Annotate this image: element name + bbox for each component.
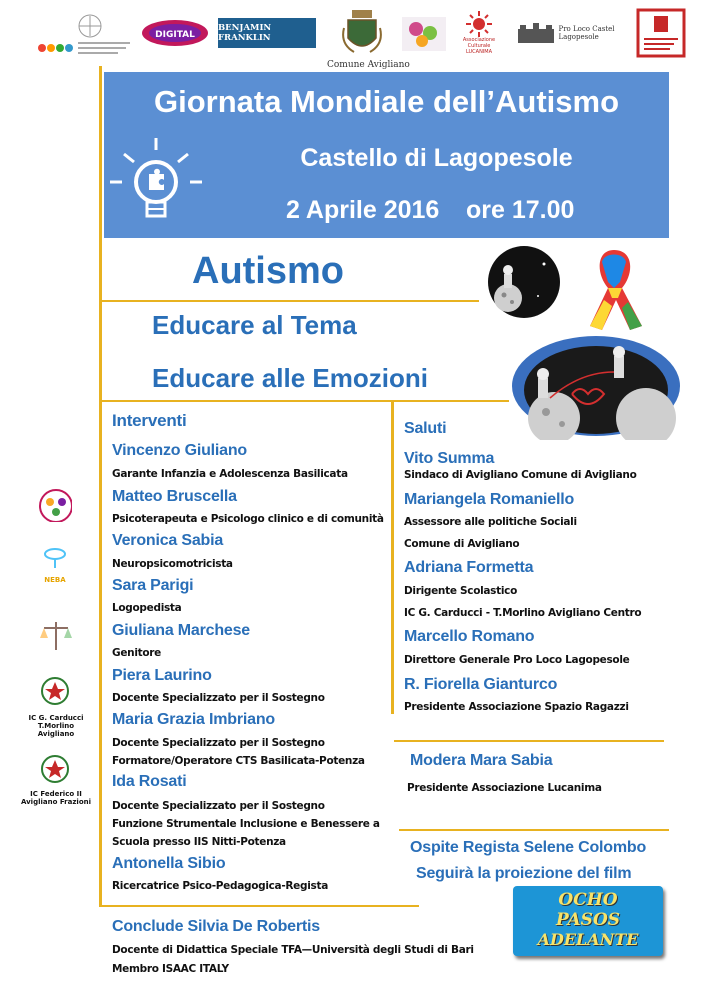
school-1-line-2: Avigliano [37,730,75,738]
speaker-role: Garante Infanzia e Adolescenza Basilicata [112,468,348,480]
speaker-role: Assessore alle politiche Sociali [404,516,577,528]
comune-caption: Comune Avigliano [327,60,410,70]
coat-of-arms-icon [340,8,384,58]
digital-logo [140,8,210,58]
school-2-caption [14,790,98,806]
red-badge-icon [636,8,686,58]
autism-ribbon-icon [582,244,652,334]
speaker-name: Vito Summa [404,450,495,467]
speaker-name: Giuliana Marchese [112,622,250,639]
theme-sub-1: Educare al Tema [152,310,357,340]
italian-emblem-icon-2 [40,754,74,788]
film-title-badge [513,886,663,956]
conclusion-role: Membro ISAAC ITALY [112,963,229,975]
neba-logo-icon [40,546,74,580]
digital-text: DIGITAL [155,30,195,40]
digital-logo-icon [140,13,210,53]
header-banner [104,72,669,238]
speaker-role: Docente Specializzato per il Sostegno [112,737,325,749]
moderator-role: Presidente Associazione Lucanima [407,782,602,794]
frame-line-section [99,400,509,402]
speaker-role: Direttore Generale Pro Loco Lagopesole [404,654,630,666]
speaker-role: Presidente Associazione Spazio Ragazzi [404,701,629,713]
little-prince-illustration-icon [510,332,682,440]
benjamin-franklin-logo [218,8,316,58]
interventi-heading: Interventi [112,411,187,430]
frame-line-guest [399,829,669,831]
school-2-line-1: IC Federico II [30,790,82,798]
speaker-name: Maria Grazia Imbriano [112,711,275,728]
film-projection-line: Seguirà la proiezione del film [416,865,632,882]
speaker-name: R. Fiorella Gianturco [404,676,558,693]
speaker-name: Vincenzo Giuliano [112,442,247,459]
speaker-name: Marcello Romano [404,628,535,645]
neba-text: NEBA [44,576,66,584]
speaker-role: Formatore/Operatore CTS Basilicata-Potenza [112,755,365,767]
theme-main: Autismo [192,250,344,292]
italian-emblem-icon-1 [40,676,74,710]
speaker-role: Sindaco di Avigliano Comune di Avigliano [404,469,637,481]
frame-line-middle [391,402,394,714]
moderator-name: Modera Mara Sabia [410,752,553,769]
puzzle-logo-icon [400,11,448,55]
speaker-name: Ida Rosati [112,773,187,790]
speaker-role: Docente Specializzato per il Sostegno [112,692,325,704]
speaker-role: Ricercatrice Psico-Pedagogica-Regista [112,880,328,892]
speaker-role: Dirigente Scolastico [404,585,517,597]
school-1-caption [14,714,98,738]
speaker-name: Antonella Sibio [112,855,226,872]
speaker-name: Piera Laurino [112,667,212,684]
speaker-role: Scuola presso IIS Nitti-Potenza [112,836,286,848]
vitruvian-icon [34,8,134,58]
speaker-role: IC G. Carducci - T.Morlino Avigliano Centro [404,607,642,619]
speaker-role: Comune di Avigliano [404,538,520,550]
speaker-role: Docente Specializzato per il Sostegno [112,800,325,812]
guest-line: Ospite Regista Selene Colombo [410,839,647,856]
school-1-line-1: IC G. Carducci T.Morlino [28,714,84,730]
school-2-line-2: Avigliano Frazioni [20,798,92,806]
conclusion-name: Conclude Silvia De Robertis [112,918,320,935]
comune-logo [340,8,384,58]
speaker-name: Sara Parigi [112,577,194,594]
frame-line-moderator [394,740,664,742]
event-title: Giornata Mondiale dell’Autismo [153,84,620,119]
vitruvian-logo [34,8,134,58]
speaker-role: Genitore [112,647,161,659]
planet-illustration-icon [484,240,564,320]
speaker-name: Mariangela Romaniello [404,491,575,508]
red-badge-logo [636,8,686,58]
film-title-2: PASOS [555,910,621,930]
castle-icon [516,21,556,45]
sun-logo-icon [466,11,492,37]
speaker-role: Psicoterapeuta e Psicologo clinico e di comunità [112,513,384,525]
puzzle-logo [400,8,448,58]
frame-line-theme [99,300,479,302]
proloco-logo [515,8,621,58]
speaker-role: Logopedista [112,602,182,614]
theme-sub-2: Educare alle Emozioni [152,363,428,393]
film-title-1: OCHO [558,890,618,910]
proloco-text: Pro Loco Castel Lagopesole [558,25,615,41]
frame-line-left-top [99,66,102,231]
saluti-heading: Saluti [404,420,447,437]
event-time: ore 17.00 [466,196,575,224]
event-location: Castello di Lagopesole [300,144,573,172]
lucanima-text: Associazione Culturale LUCANIMA [462,37,496,55]
conclusion-role: Docente di Didattica Speciale TFA—Università degli Studi di Bari [112,944,474,956]
speaker-role: Neuropsicomotricista [112,558,233,570]
lightbulb-puzzle-icon [104,132,214,232]
frame-line-conclusion [99,905,419,907]
frame-line-left [99,231,102,907]
scales-logo-icon [38,618,72,652]
speaker-role: Funzione Strumentale Inclusione e Benessere a [112,818,380,830]
speaker-name: Veronica Sabia [112,532,224,549]
family-logo-icon [38,488,72,522]
benjamin-franklin-text: BENJAMIN FRANKLIN [218,18,316,48]
speaker-name: Matteo Bruscella [112,488,237,505]
speaker-name: Adriana Formetta [404,559,534,576]
film-title-3: ADELANTE [537,930,639,949]
lucanima-logo [456,8,502,58]
event-date: 2 Aprile 2016 [286,196,440,224]
